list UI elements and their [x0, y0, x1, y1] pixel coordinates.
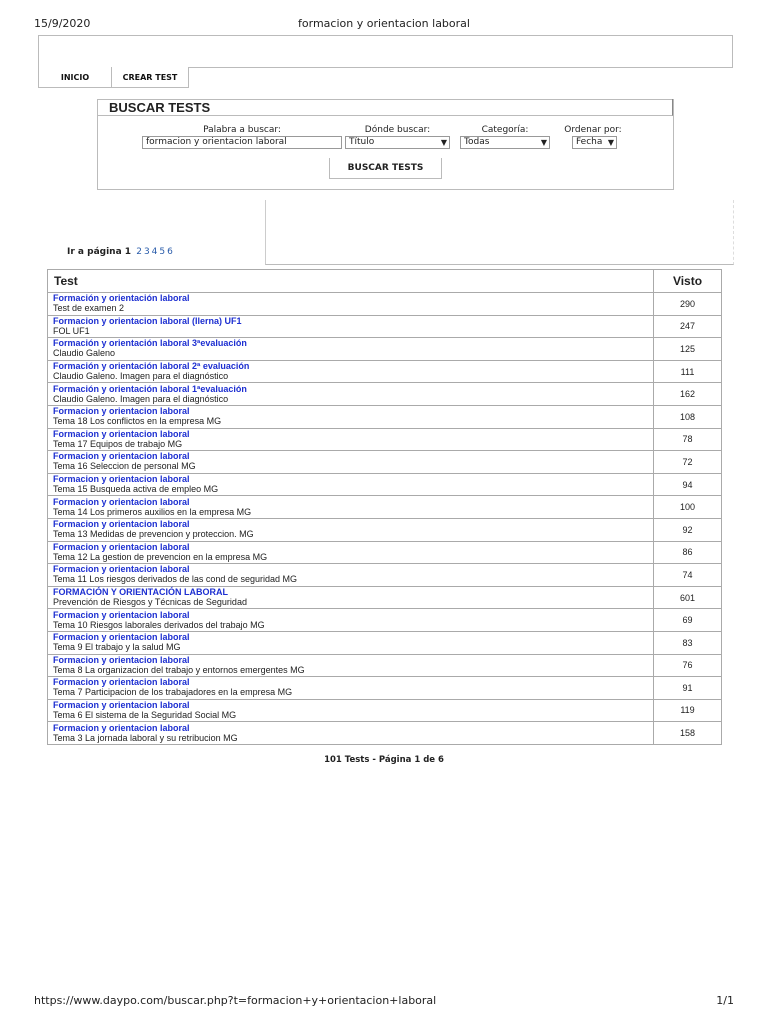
table-row[interactable]	[48, 428, 722, 451]
table-row[interactable]	[48, 496, 722, 519]
test-title-link[interactable]: Formacion y orientacion laboral (Ilerna) UF1	[53, 315, 242, 326]
table-row[interactable]	[48, 451, 722, 474]
test-cell	[48, 586, 654, 609]
results-header-row	[48, 270, 722, 293]
results-table	[47, 269, 722, 745]
test-views: 162	[654, 383, 722, 406]
chevron-down-icon: ▼	[607, 138, 614, 147]
test-views: 92	[654, 518, 722, 541]
test-subtitle: Claudio Galeno	[53, 348, 116, 359]
test-views: 111	[654, 360, 722, 383]
test-cell	[48, 428, 654, 451]
results-summary: 101 Tests - Página 1 de 6	[324, 755, 444, 765]
order-select-value: Fecha	[576, 137, 603, 147]
pagination-prefix: Ir a página	[67, 247, 122, 257]
table-row[interactable]	[48, 564, 722, 587]
table-row[interactable]	[48, 383, 722, 406]
test-views: 247	[654, 315, 722, 338]
test-cell	[48, 496, 654, 519]
test-views: 119	[654, 699, 722, 722]
test-cell	[48, 451, 654, 474]
test-cell	[48, 405, 654, 428]
test-subtitle: Prevención de Riesgos y Técnicas de Seguridad	[53, 597, 247, 608]
category-select[interactable]	[460, 136, 550, 149]
test-title-link[interactable]: Formación y orientación laboral 2ª evaluación	[53, 361, 250, 372]
test-subtitle: Tema 17 Equipos de trabajo MG	[53, 438, 183, 449]
test-title-link[interactable]: Formacion y orientacion laboral	[53, 541, 190, 552]
test-title-link[interactable]: Formación y orientación laboral 3ªevaluación	[53, 338, 247, 349]
table-row[interactable]	[48, 518, 722, 541]
order-select[interactable]	[572, 136, 617, 149]
test-title-link[interactable]: Formacion y orientacion laboral	[53, 496, 190, 507]
test-views: 100	[654, 496, 722, 519]
test-cell	[48, 654, 654, 677]
test-title-link[interactable]: Formacion y orientacion laboral	[53, 722, 190, 733]
test-cell	[48, 609, 654, 632]
test-cell	[48, 699, 654, 722]
where-select[interactable]	[345, 136, 450, 149]
test-subtitle: FOL UF1	[53, 325, 90, 336]
test-views: 94	[654, 473, 722, 496]
test-title-link[interactable]: FORMACIÓN Y ORIENTACIÓN LABORAL	[53, 587, 228, 598]
test-title-link[interactable]: Formacion y orientacion laboral	[53, 699, 190, 710]
print-date: 15/9/2020	[34, 17, 91, 30]
pagination-link[interactable]: 6	[167, 247, 173, 257]
chevron-down-icon: ▼	[540, 138, 547, 147]
test-views: 108	[654, 405, 722, 428]
test-subtitle: Tema 10 Riesgos laborales derivados del trabajo MG	[53, 619, 265, 630]
test-subtitle: Tema 11 Los riesgos derivados de las cond de seguridad MG	[53, 574, 297, 585]
test-cell	[48, 564, 654, 587]
test-cell	[48, 518, 654, 541]
test-title-link[interactable]: Formacion y orientacion laboral	[53, 428, 190, 439]
table-row[interactable]	[48, 405, 722, 428]
table-row[interactable]	[48, 473, 722, 496]
nav-create-test-button[interactable]: CREAR TEST	[111, 67, 189, 88]
test-cell	[48, 677, 654, 700]
test-views: 601	[654, 586, 722, 609]
test-cell	[48, 631, 654, 654]
table-row[interactable]	[48, 722, 722, 745]
category-label: Categoría:	[481, 125, 529, 135]
test-subtitle: Tema 12 La gestion de prevencion en la empresa MG	[53, 551, 268, 562]
test-subtitle: Tema 3 La jornada laboral y su retribucion MG	[53, 732, 238, 743]
ad-placeholder	[265, 200, 734, 265]
search-panel-title: BUSCAR TESTS	[109, 100, 211, 115]
table-row[interactable]	[48, 609, 722, 632]
where-label: Dónde buscar:	[364, 125, 431, 135]
test-views: 125	[654, 338, 722, 361]
pagination-current: 1	[124, 247, 132, 257]
table-row[interactable]	[48, 315, 722, 338]
test-cell	[48, 315, 654, 338]
table-row[interactable]	[48, 631, 722, 654]
test-subtitle: Claudio Galeno. Imagen para el diagnóstico	[53, 371, 229, 382]
test-subtitle: Tema 15 Busqueda activa de empleo MG	[53, 484, 219, 495]
test-title-link[interactable]: Formacion y orientacion laboral	[53, 451, 190, 462]
test-title-link[interactable]: Formacion y orientacion laboral	[53, 654, 190, 665]
test-cell	[48, 338, 654, 361]
test-title-link[interactable]: Formacion y orientacion laboral	[53, 609, 190, 620]
where-select-value: Título	[349, 137, 375, 147]
test-title-link[interactable]: Formacion y orientacion laboral	[53, 474, 190, 485]
column-header-views: Visto	[654, 270, 722, 293]
pagination-link[interactable]: 2	[136, 247, 142, 257]
test-views: 78	[654, 428, 722, 451]
test-title-link[interactable]: Formacion y orientacion laboral	[53, 632, 190, 643]
test-cell	[48, 293, 654, 316]
order-label: Ordenar por:	[564, 125, 622, 135]
table-row[interactable]	[48, 338, 722, 361]
test-title-link[interactable]: Formación y orientación laboral	[53, 293, 190, 304]
test-subtitle: Tema 7 Participacion de los trabajadores en la empresa MG	[53, 687, 293, 698]
test-subtitle: Tema 18 Los conflictos en la empresa MG	[53, 416, 222, 427]
table-row[interactable]	[48, 293, 722, 316]
test-subtitle: Tema 13 Medidas de prevencion y proteccion. MG	[53, 529, 254, 540]
pagination-link[interactable]: 4	[151, 247, 158, 257]
table-row[interactable]	[48, 654, 722, 677]
keyword-label: Palabra a buscar:	[203, 125, 281, 135]
test-title-link[interactable]: Formacion y orientacion laboral	[53, 677, 190, 688]
test-title-link[interactable]: Formacion y orientacion laboral	[53, 564, 190, 575]
nav-home-button[interactable]: INICIO	[38, 67, 112, 88]
table-row[interactable]	[48, 677, 722, 700]
test-title-link[interactable]: Formacion y orientacion laboral	[53, 519, 190, 530]
pagination-link[interactable]: 5	[159, 247, 166, 257]
table-row[interactable]	[48, 360, 722, 383]
test-views: 91	[654, 677, 722, 700]
test-views: 76	[654, 654, 722, 677]
test-title-link[interactable]: Formacion y orientacion laboral	[53, 406, 190, 417]
test-views: 290	[654, 293, 722, 316]
table-row[interactable]	[48, 541, 722, 564]
test-cell	[48, 722, 654, 745]
test-subtitle: Tema 16 Seleccion de personal MG	[53, 461, 196, 472]
test-views: 69	[654, 609, 722, 632]
test-subtitle: Test de examen 2	[53, 303, 125, 314]
banner-area	[38, 35, 733, 68]
test-views: 86	[654, 541, 722, 564]
test-subtitle: Tema 14 Los primeros auxilios en la empresa MG	[53, 506, 252, 517]
search-submit-button[interactable]: BUSCAR TESTS	[329, 158, 442, 179]
print-url: https://www.daypo.com/buscar.php?t=formacion+y+orientacion+laboral	[34, 994, 437, 1007]
pagination	[67, 247, 173, 257]
test-views: 158	[654, 722, 722, 745]
column-header-test: Test	[48, 270, 654, 293]
chevron-down-icon: ▼	[440, 138, 447, 147]
test-views: 83	[654, 631, 722, 654]
pagination-link[interactable]: 3	[143, 247, 150, 257]
print-page-number: 1/1	[716, 994, 734, 1007]
keyword-input[interactable]: formacion y orientacion laboral	[142, 136, 342, 149]
test-subtitle: Tema 8 La organizacion del trabajo y entornos emergentes MG	[53, 664, 305, 675]
print-title: formacion y orientacion laboral	[298, 17, 470, 30]
test-cell	[48, 360, 654, 383]
category-select-value: Todas	[464, 137, 490, 147]
test-cell	[48, 541, 654, 564]
table-row[interactable]	[48, 586, 722, 609]
test-subtitle: Claudio Galeno. Imagen para el diagnóstico	[53, 393, 229, 404]
test-cell	[48, 383, 654, 406]
test-subtitle: Tema 6 El sistema de la Seguridad Social MG	[53, 709, 237, 720]
test-views: 72	[654, 451, 722, 474]
test-views: 74	[654, 564, 722, 587]
test-subtitle: Tema 9 El trabajo y la salud MG	[53, 642, 181, 653]
test-title-link[interactable]: Formación y orientación laboral 1ªevaluación	[53, 383, 247, 394]
test-cell	[48, 473, 654, 496]
table-row[interactable]	[48, 699, 722, 722]
